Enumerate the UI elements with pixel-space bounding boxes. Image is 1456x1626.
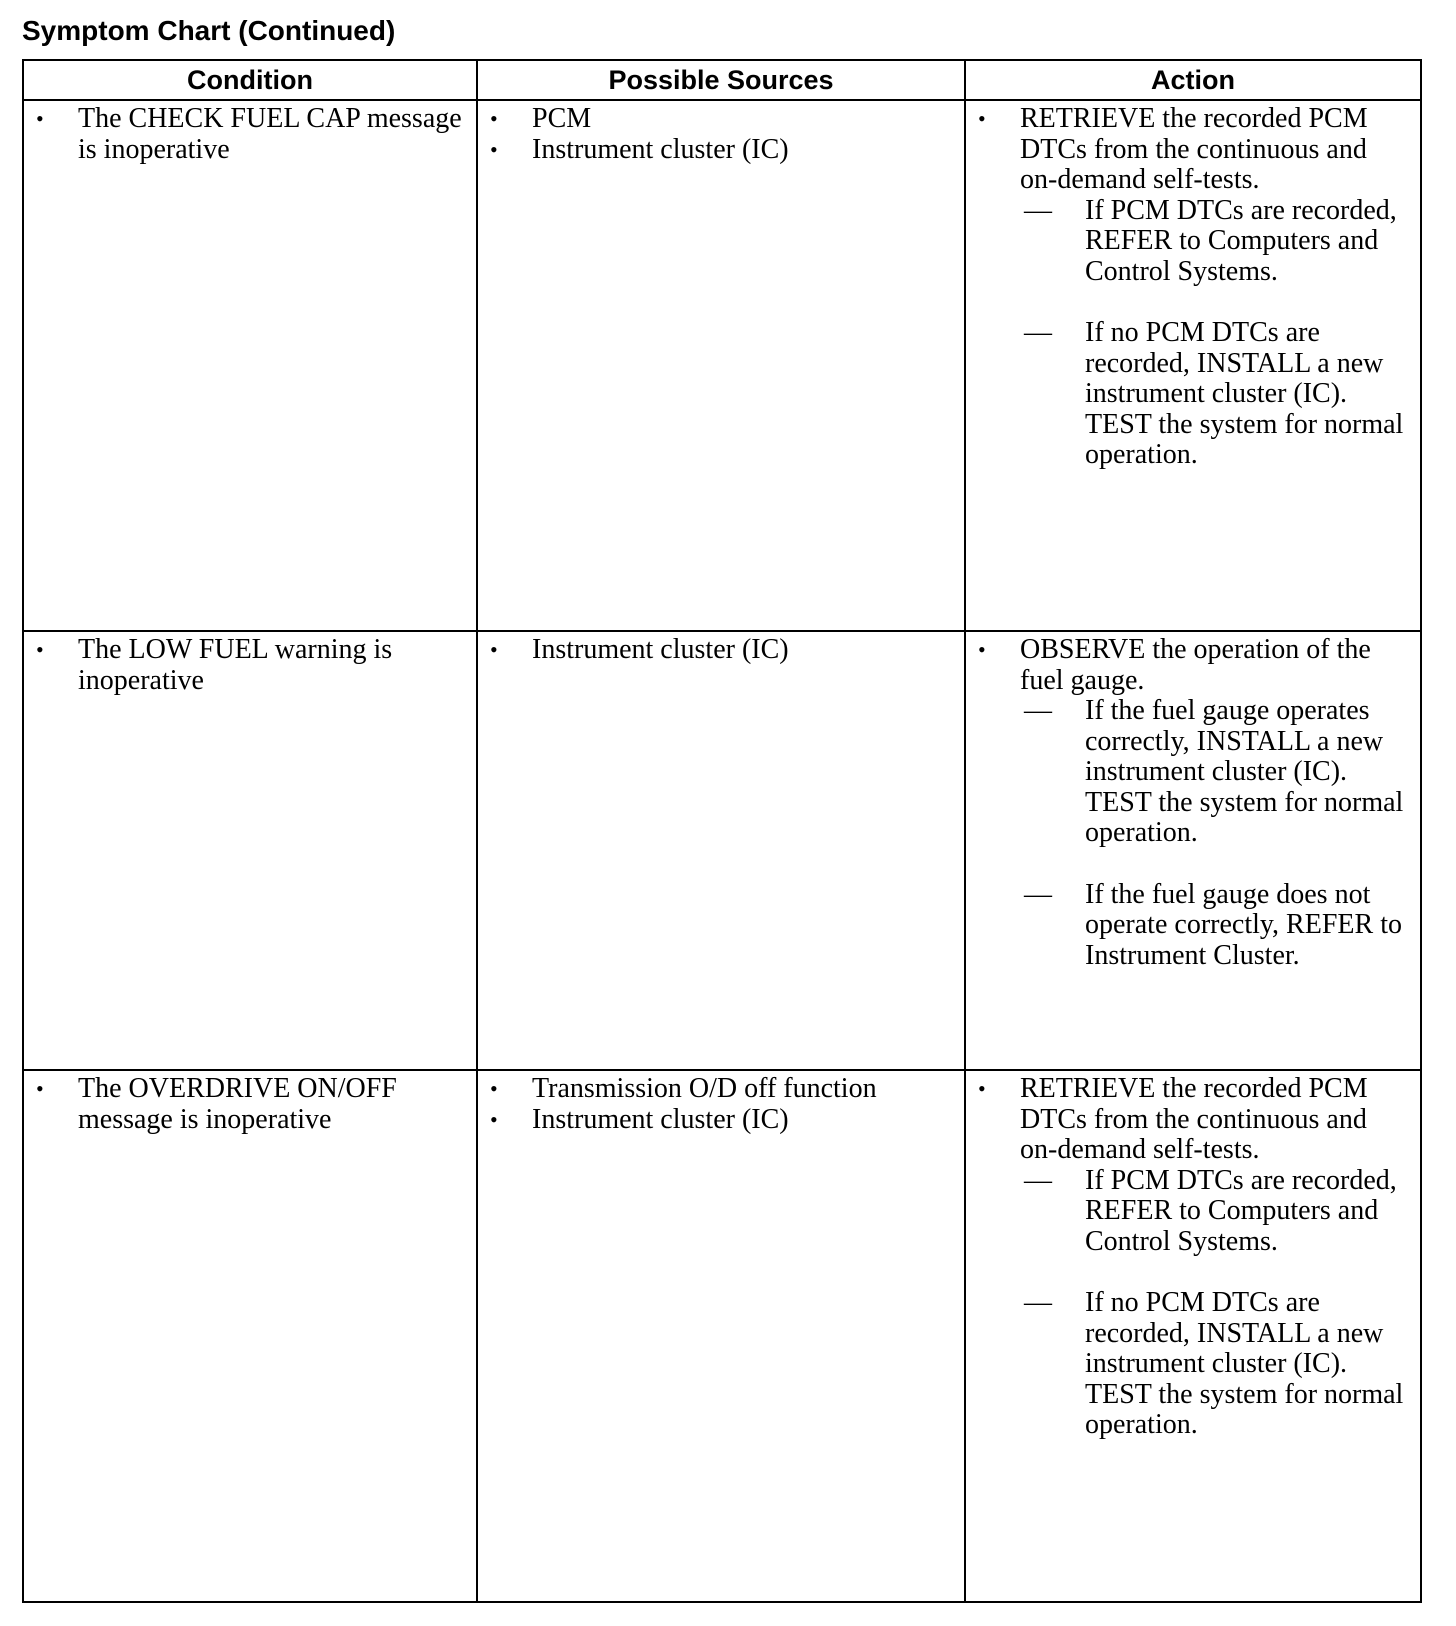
sources-cell xyxy=(477,1070,965,1602)
action-cell xyxy=(965,1070,1421,1602)
dash-icon: — xyxy=(1024,878,1052,910)
table-row xyxy=(23,631,1421,1070)
bullet-icon: • xyxy=(36,106,44,131)
bullet-icon: • xyxy=(978,106,986,131)
source-item xyxy=(478,1074,964,1105)
action-text: RETRIEVE the recorded PCM DTCs from the continuous and on-demand self-tests. xyxy=(1020,103,1368,195)
action-subitem xyxy=(966,318,1420,471)
column-header-possible-sources: Possible Sources xyxy=(477,60,965,100)
bullet-icon: • xyxy=(490,106,498,131)
condition-text: The CHECK FUEL CAP message is inoperative xyxy=(78,103,462,165)
action-text: RETRIEVE the recorded PCM DTCs from the continuous and on-demand self-tests. xyxy=(1020,1073,1368,1165)
condition-cell xyxy=(23,1070,477,1602)
column-header-action: Action xyxy=(965,60,1421,100)
source-text: PCM xyxy=(532,103,592,134)
condition-text: The LOW FUEL warning is inoperative xyxy=(78,634,393,696)
source-text: Transmission O/D off function xyxy=(532,1073,877,1104)
bullet-icon: • xyxy=(978,1076,986,1101)
table-header-row xyxy=(23,60,1421,100)
action-subitem-text: If no PCM DTCs are recorded, INSTALL a new instrument cluster (IC). TEST the system for normal operation. xyxy=(1085,317,1404,470)
dash-icon: — xyxy=(1024,695,1052,726)
bullet-icon: • xyxy=(36,1076,44,1101)
bullet-icon: • xyxy=(490,1106,498,1132)
sources-cell xyxy=(477,100,965,631)
bullet-icon: • xyxy=(490,637,498,662)
action-item xyxy=(966,104,1420,196)
condition-item xyxy=(24,635,476,696)
dash-icon: — xyxy=(1024,194,1052,226)
source-text: Instrument cluster (IC) xyxy=(532,133,789,165)
symptom-chart-table xyxy=(22,59,1422,1603)
source-item xyxy=(478,1105,964,1136)
action-subitem xyxy=(966,1166,1420,1258)
bullet-icon: • xyxy=(36,637,44,662)
source-item xyxy=(478,104,964,135)
sources-cell xyxy=(477,631,965,1070)
action-subitem-text: If PCM DTCs are recorded, REFER to Computers and Control Systems. xyxy=(1085,194,1397,287)
action-text: OBSERVE the operation of the fuel gauge. xyxy=(1020,634,1371,696)
condition-cell xyxy=(23,100,477,631)
page-title: Symptom Chart (Continued) xyxy=(22,15,396,46)
action-subitem-text: If PCM DTCs are recorded, REFER to Computers and Control Systems. xyxy=(1085,1164,1397,1257)
dash-icon: — xyxy=(1024,317,1052,348)
action-subitem-text: If the fuel gauge does not operate correctly, REFER to Instrument Cluster. xyxy=(1085,878,1402,971)
dash-icon: — xyxy=(1024,1287,1052,1318)
action-item xyxy=(966,1074,1420,1166)
action-item xyxy=(966,635,1420,696)
action-subitem xyxy=(966,196,1420,288)
column-header-condition: Condition xyxy=(23,60,477,100)
dash-icon: — xyxy=(1024,1164,1052,1196)
bullet-icon: • xyxy=(490,136,498,162)
condition-item xyxy=(24,1074,476,1135)
action-cell xyxy=(965,631,1421,1070)
bullet-icon: • xyxy=(490,1076,498,1101)
condition-cell xyxy=(23,631,477,1070)
table-row xyxy=(23,1070,1421,1602)
action-subitem-text: If the fuel gauge operates correctly, INSTALL a new instrument cluster (IC). TEST the system for normal operation. xyxy=(1085,695,1404,848)
source-text: Instrument cluster (IC) xyxy=(532,634,789,665)
condition-text: The OVERDRIVE ON/OFF message is inoperative xyxy=(78,1073,397,1135)
table-row xyxy=(23,100,1421,631)
condition-item xyxy=(24,104,476,165)
action-cell xyxy=(965,100,1421,631)
action-subitem xyxy=(966,1288,1420,1441)
source-item xyxy=(478,635,964,666)
action-subitem xyxy=(966,880,1420,972)
source-item xyxy=(478,135,964,166)
bullet-icon: • xyxy=(978,637,986,662)
action-subitem-text: If no PCM DTCs are recorded, INSTALL a new instrument cluster (IC). TEST the system for normal operation. xyxy=(1085,1287,1404,1440)
source-text: Instrument cluster (IC) xyxy=(532,1103,789,1135)
action-subitem xyxy=(966,696,1420,849)
